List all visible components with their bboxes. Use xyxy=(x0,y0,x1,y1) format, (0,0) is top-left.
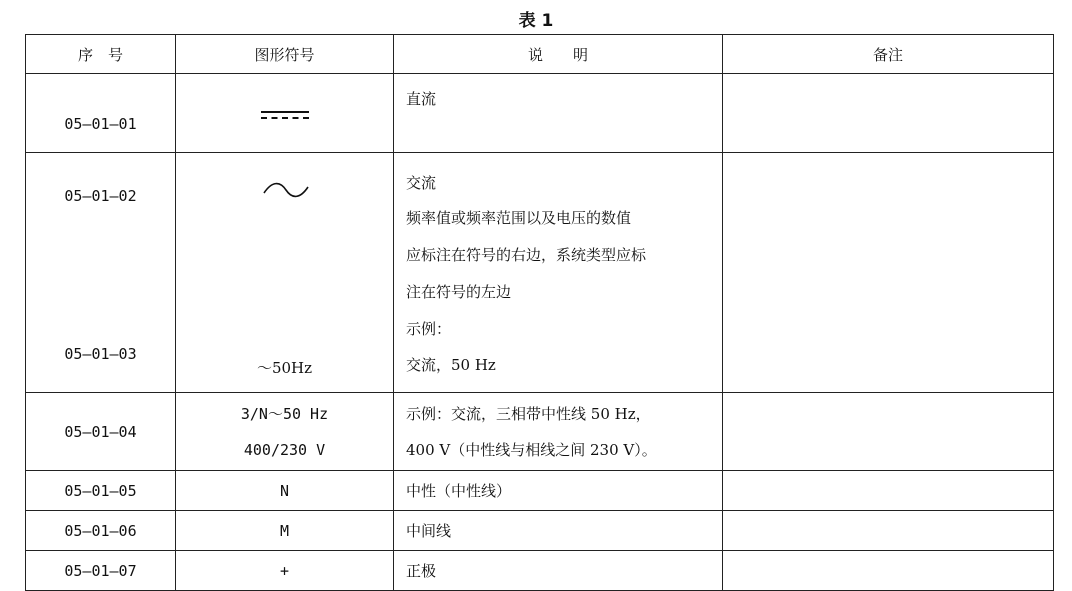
note-cell xyxy=(723,551,1054,591)
seq-cell xyxy=(26,153,176,393)
desc-cell: 中间线 xyxy=(394,511,723,551)
desc-line: 注在符号的左边 xyxy=(406,283,512,301)
symbol-value: ～50Hz xyxy=(256,359,313,377)
seq-value: 05—01—04 xyxy=(64,422,137,441)
desc-cell: 中性（中性线） xyxy=(394,471,723,511)
ac-tilde-icon xyxy=(262,181,310,199)
seq-cell xyxy=(26,393,176,471)
desc-line: 频率值或频率范围以及电压的数值 xyxy=(406,209,632,227)
note-cell xyxy=(723,511,1054,551)
desc-line: 400 V（中性线与相线之间 230 V）。 xyxy=(406,440,657,459)
seq-cell: 05—01—06 xyxy=(26,511,176,551)
table-row xyxy=(26,153,1054,393)
header-seq: 序 号 xyxy=(26,35,176,74)
table-title: 表 1 xyxy=(518,11,554,31)
desc-line: 示例： xyxy=(406,320,452,338)
symbol-cell xyxy=(176,153,394,393)
header-desc: 说 明 xyxy=(394,35,723,74)
note-cell xyxy=(723,393,1054,471)
desc-line: 交流 xyxy=(406,174,437,192)
desc-cell xyxy=(394,153,723,393)
seq-cell xyxy=(26,74,176,153)
symbol-cell xyxy=(176,393,394,471)
desc-line: 交流，50 Hz xyxy=(406,356,496,374)
table-header-row xyxy=(26,35,1054,74)
desc-line: 示例：交流，三相带中性线 50 Hz， xyxy=(406,404,651,423)
desc-line: 应标注在符号的右边，系统类型应标 xyxy=(406,246,647,264)
dc-current-icon xyxy=(261,111,309,121)
header-symbol: 图形符号 xyxy=(176,35,394,74)
note-cell xyxy=(723,471,1054,511)
seq-cell: 05—01—05 xyxy=(26,471,176,511)
desc-cell: 正极 xyxy=(394,551,723,591)
table-row xyxy=(26,393,1054,471)
seq-value: 05—01—01 xyxy=(64,115,137,133)
desc-line: 直流 xyxy=(406,90,437,108)
desc-cell xyxy=(394,393,723,471)
table-row xyxy=(26,74,1054,153)
table-row xyxy=(26,511,1054,551)
table-row xyxy=(26,471,1054,511)
seq-value: 05—01—02 xyxy=(64,187,137,205)
symbol-value: 400/230 V xyxy=(243,440,326,459)
seq-value: 05—01—03 xyxy=(64,345,137,363)
symbol-value: 3/N～50 Hz xyxy=(240,404,329,423)
header-note: 备注 xyxy=(723,35,1054,74)
note-cell xyxy=(723,153,1054,393)
table-row xyxy=(26,551,1054,591)
symbol-cell: + xyxy=(176,551,394,591)
symbol-cell xyxy=(176,74,394,153)
note-cell xyxy=(723,74,1054,153)
symbol-cell: M xyxy=(176,511,394,551)
desc-cell xyxy=(394,74,723,153)
symbol-table xyxy=(25,34,1054,591)
seq-cell: 05—01—07 xyxy=(26,551,176,591)
symbol-cell: N xyxy=(176,471,394,511)
